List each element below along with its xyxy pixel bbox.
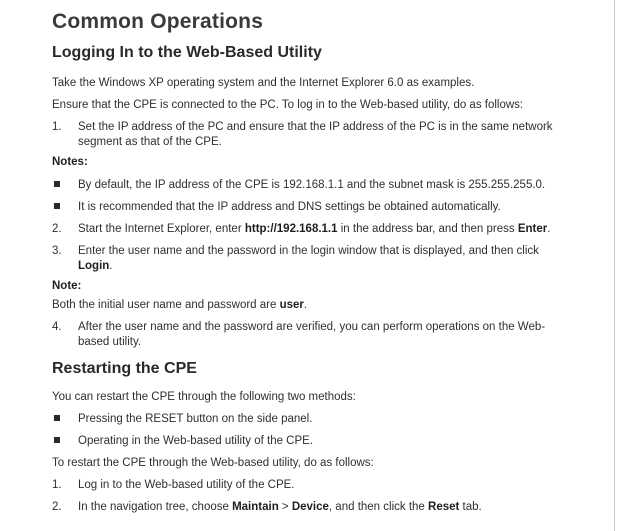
note-item-dns bbox=[52, 200, 572, 215]
restart-intro-2: To restart the CPE through the Web-based utility, do as follows: bbox=[52, 457, 374, 469]
step-end: tab. bbox=[459, 501, 482, 513]
login-step-3 bbox=[52, 244, 572, 274]
step-mid: , and then click the bbox=[328, 501, 429, 513]
restart-method-web bbox=[52, 434, 572, 449]
login-intro-1: Take the Windows XP operating system and the Internet Explorer 6.0 as examples. bbox=[52, 77, 475, 89]
restart-step-1 bbox=[52, 478, 572, 493]
login-step-1 bbox=[52, 120, 572, 150]
credentials-note bbox=[52, 298, 307, 313]
restart-method-reset-button bbox=[52, 412, 572, 427]
enter-key-text: Enter bbox=[517, 223, 548, 235]
maintain-menu-text: Maintain bbox=[232, 501, 279, 513]
step-number: 4. bbox=[52, 321, 62, 333]
section-title: Common Operations bbox=[52, 10, 264, 33]
login-step-4 bbox=[52, 320, 572, 350]
reset-tab-text: Reset bbox=[428, 501, 460, 513]
step2-pre: Start the Internet Explorer, enter bbox=[78, 223, 245, 235]
method-text: Operating in the Web-based utility of the CPE. bbox=[78, 435, 314, 447]
step-number: 1. bbox=[52, 479, 62, 491]
url-text: http://192.168.1.1 bbox=[244, 223, 338, 235]
step-number: 2. bbox=[52, 223, 62, 235]
note-end: . bbox=[303, 299, 308, 311]
step-number: 1. bbox=[52, 121, 62, 133]
login-step-2 bbox=[52, 222, 572, 237]
page-edge-rule bbox=[614, 0, 615, 531]
notes-label: Notes: bbox=[52, 156, 88, 168]
step-text: Set the IP address of the PC and ensure that the IP address of the PC is in the same network segment as that of the CPE. bbox=[78, 121, 553, 148]
square-bullet-icon bbox=[52, 434, 72, 449]
note-text: It is recommended that the IP address and DNS settings be obtained automatically. bbox=[78, 201, 501, 213]
step2-mid: in the address bar, and then press bbox=[337, 223, 518, 235]
default-user-text: user bbox=[279, 299, 304, 311]
step-text bbox=[78, 222, 572, 237]
login-button-text: Login bbox=[78, 260, 110, 272]
step-number: 3. bbox=[52, 245, 62, 257]
step2-end: . bbox=[547, 223, 551, 235]
restart-step-2 bbox=[52, 500, 572, 515]
step-number: 2. bbox=[52, 501, 62, 513]
square-bullet-icon bbox=[52, 412, 72, 427]
step3-pre: Enter the user name and the password in the login window that is displayed, and then click bbox=[78, 245, 539, 257]
step-text: After the user name and the password are verified, you can perform operations on the Web-based utility. bbox=[78, 321, 546, 348]
step-pre: In the navigation tree, choose bbox=[78, 501, 233, 513]
device-menu-text: Device bbox=[291, 501, 329, 513]
note-pre: Both the initial user name and password are bbox=[52, 299, 280, 311]
method-text: Pressing the RESET button on the side panel. bbox=[78, 413, 313, 425]
step3-end: . bbox=[109, 260, 113, 272]
restart-intro: You can restart the CPE through the following two methods: bbox=[52, 391, 356, 403]
login-intro-2: Ensure that the CPE is connected to the PC. To log in to the Web-based utility, do as follows: bbox=[52, 99, 524, 111]
square-bullet-icon bbox=[52, 200, 72, 215]
note-item-default-ip bbox=[52, 178, 572, 193]
step-text bbox=[78, 500, 572, 515]
step-text bbox=[78, 244, 572, 274]
restart-heading: Restarting the CPE bbox=[52, 360, 197, 377]
note-text: By default, the IP address of the CPE is 192.168.1.1 and the subnet mask is 255.255.255.0. bbox=[78, 179, 546, 191]
note-label: Note: bbox=[52, 280, 82, 292]
step-text: Log in to the Web-based utility of the CPE. bbox=[78, 479, 295, 491]
square-bullet-icon bbox=[52, 178, 72, 193]
login-heading: Logging In to the Web-Based Utility bbox=[52, 44, 322, 61]
path-separator: > bbox=[278, 501, 292, 513]
